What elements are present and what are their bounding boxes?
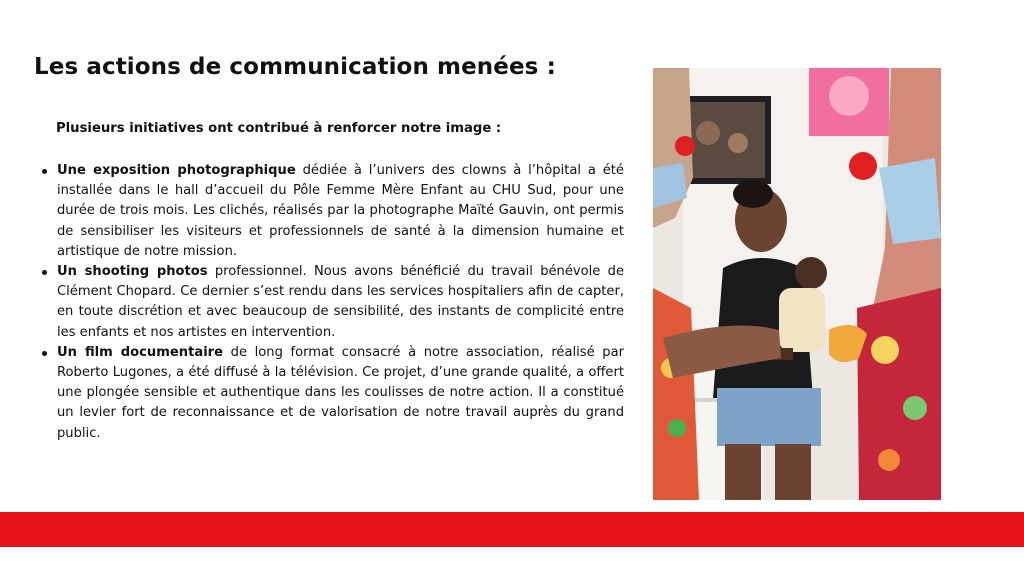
bullet-icon <box>42 351 47 356</box>
item-text: de long format consacré à notre association, réalisé par Roberto Lugones, a été diffusé à la télévision. Ce projet, d’une grande qualité, a offert une plongée sensible et authentique dans les coulisses de notre action. Il a constitué un levier fort de reconnaissance et de valorisation de notre travail auprès du grand public. <box>57 344 624 441</box>
bullet-icon <box>42 270 47 275</box>
hospital-clowns-photo <box>653 68 941 500</box>
list-item <box>40 262 624 343</box>
item-bold-label: Un film documentaire <box>57 344 224 360</box>
intro-text: Plusieurs initiatives ont contribué à renforcer notre image : <box>56 121 502 136</box>
item-bold-label: Une exposition photographique <box>57 163 296 178</box>
photo-illustration <box>653 68 941 500</box>
bullet-icon <box>42 169 47 174</box>
item-text: professionnel. Nous avons bénéficié du travail bénévole de Clément Chopard. Ce dernier s’est rendu dans les services hospitaliers afin de capter, en toute discrétion et avec beaucoup de sensibilité, des instants de complicité entre les enfants et nos artistes en intervention. <box>57 264 624 340</box>
initiatives-list <box>40 161 624 444</box>
page-title: Les actions de communication menées : <box>34 54 556 80</box>
item-text: dédiée à l’univers des clowns à l’hôpital a été installée dans le hall d’accueil du Pôle Femme Mère Enfant au CHU Sud, pour une durée de trois mois. Les clichés, réalisés par la photographe Maïté Gauvin, ont permis de sensibiliser les visiteurs et professionnels de santé à la dimension humaine et artistique de notre mission. <box>57 163 624 259</box>
footer-accent-bar <box>0 512 1024 547</box>
list-item <box>40 161 624 262</box>
item-bold-label: Un shooting photos <box>57 264 208 280</box>
list-item <box>40 343 624 444</box>
